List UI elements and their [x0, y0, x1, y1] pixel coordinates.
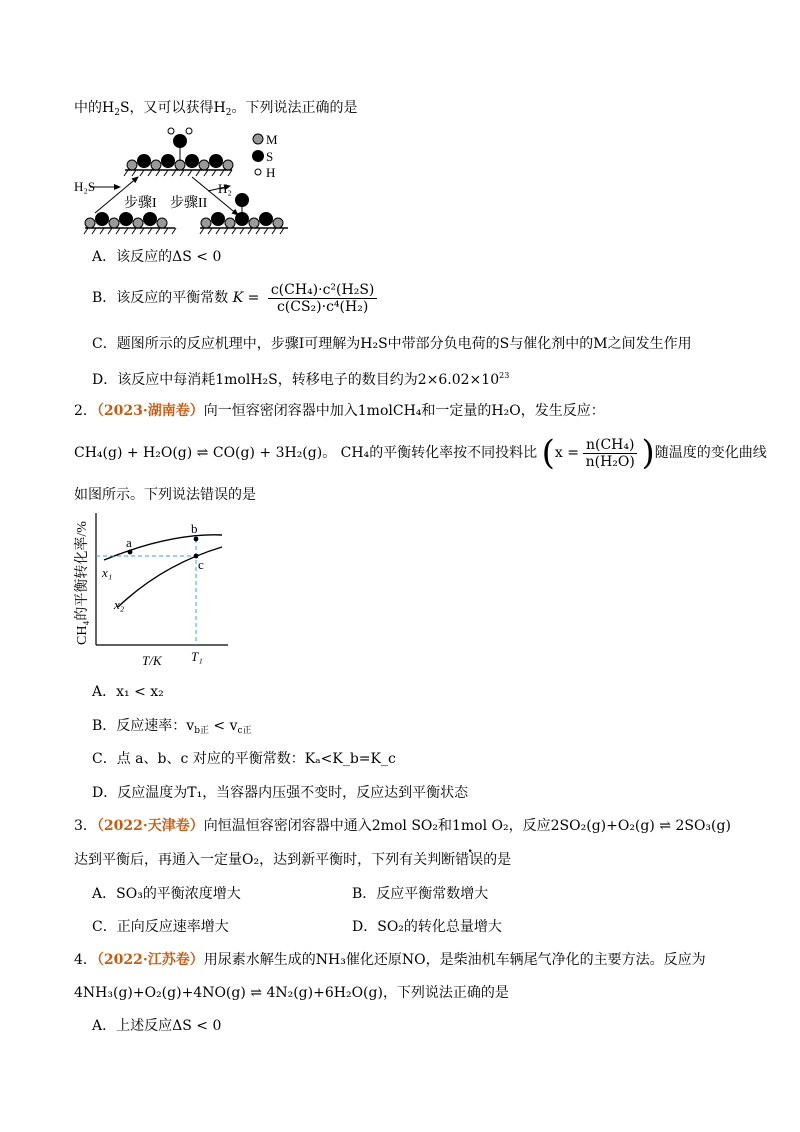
q1-option-c[interactable]: C．题图所示的反应机理中，步骤Ⅰ可理解为H₂S中带部分负电荷的S与催化剂中的M之间发生作用	[92, 336, 692, 352]
q2-stem-line1: 2．（2023·湖南卷）向一恒容密闭容器中加入1molCH₄和一定量的H₂O，发生反应：	[74, 403, 605, 419]
top-surface-atoms	[127, 128, 233, 170]
bottom-left-atoms	[85, 212, 167, 228]
q2-option-d[interactable]: D．反应温度为T₁，当容器内压强不变时，反应达到平衡状态	[92, 785, 469, 801]
q2-option-c[interactable]: C．点 a、b、c 对应的平衡常数：Kₐ<K_b=K_c	[92, 751, 396, 767]
q3-option-a[interactable]: A．SO₃的平衡浓度增大	[92, 886, 241, 902]
q1-option-b[interactable]: B．该反应的平衡常数 K = $\frac{\text{c(CH₄)·c²(H₂S)}}{\text{c(CS₂)·c⁴(H₂)}}$	[92, 280, 381, 316]
step1-label: 步骤I	[124, 196, 157, 211]
q2-option-b[interactable]: B．反应速率：$v_{b正} < v_{c正}$	[92, 718, 252, 736]
q2-option-a[interactable]: A．x₁ < x₂	[92, 684, 164, 700]
legend-h: H	[266, 165, 276, 180]
q3-stem-line2: 达到平衡后，再通入一定量O₂，达到新平衡时，下列有关判断错误的是	[74, 852, 512, 868]
h2-label: H₂	[218, 181, 232, 196]
label-b: b	[191, 521, 198, 536]
q4-stem-line2: 4NH₃(g)+O₂(g)+4NO(g) ⇌ 4N₂(g)+6H₂O(g)，下列说法正确的是	[74, 985, 509, 1001]
point-b	[194, 537, 199, 542]
q3-option-b[interactable]: B．反应平衡常数增大	[352, 886, 489, 902]
q4-stem-line1: 4．（2022·江苏卷）用尿素水解生成的NH₃催化还原NO，是柴油机车辆尾气净化的主要方法。反应为	[74, 952, 706, 968]
h2s-label: H₂S	[74, 179, 96, 194]
q1-option-d[interactable]: D．该反应中每消耗1molH₂S，转移电子的数目约为$2\times 6.02\times 10^{23}$	[92, 371, 510, 388]
q1-option-a[interactable]: A．该反应的ΔS < 0	[92, 249, 222, 265]
legend-x1: x₁	[102, 565, 113, 580]
q4-option-a[interactable]: A．上述反应ΔS < 0	[92, 1018, 222, 1034]
figure-legend	[252, 132, 278, 180]
bottom-right-atoms	[201, 193, 283, 228]
reaction-mechanism-figure	[70, 125, 310, 240]
point-a	[128, 550, 133, 555]
q2-conversion-chart	[70, 505, 240, 675]
xtick-t1: T₁	[191, 649, 203, 664]
q3-option-c[interactable]: C．正向反应速率增大	[92, 919, 229, 935]
step2-label: 步骤II	[170, 196, 208, 211]
q2-stem-line3: 如图所示。下列说法错误的是	[74, 487, 256, 503]
legend-m: M	[266, 132, 278, 147]
chart-ylabel: CH₄的平衡转化率/%	[75, 521, 90, 645]
label-a: a	[126, 535, 132, 550]
q2-stem-line2: CH₄(g) + H₂O(g) ⇌ CO(g) + 3H₂(g)。 CH₄的平衡转化率按不同投料比 (x = $\frac{\text{n(CH₄)}}{\text{n(H₂O)}}$ )随温度的变化曲线	[74, 433, 767, 473]
legend-s: S	[266, 149, 274, 164]
label-c: c	[198, 557, 204, 572]
q3-stem-line1: 3．（2022·天津卷）向恒温恒容密闭容器中通入2mol SO₂和1mol O₂，反应2SO₂(g)+O₂(g) ⇌ 2SO₃(g)	[74, 818, 731, 834]
chart-xlabel: T/K	[142, 653, 162, 668]
q3-option-d[interactable]: D．SO₂的转化总量增大	[352, 919, 502, 935]
intro-line: 中的$H_2S$，又可以获得$H_2$。下列说法正确的是	[74, 100, 358, 118]
legend-x2: x₂	[114, 597, 125, 612]
